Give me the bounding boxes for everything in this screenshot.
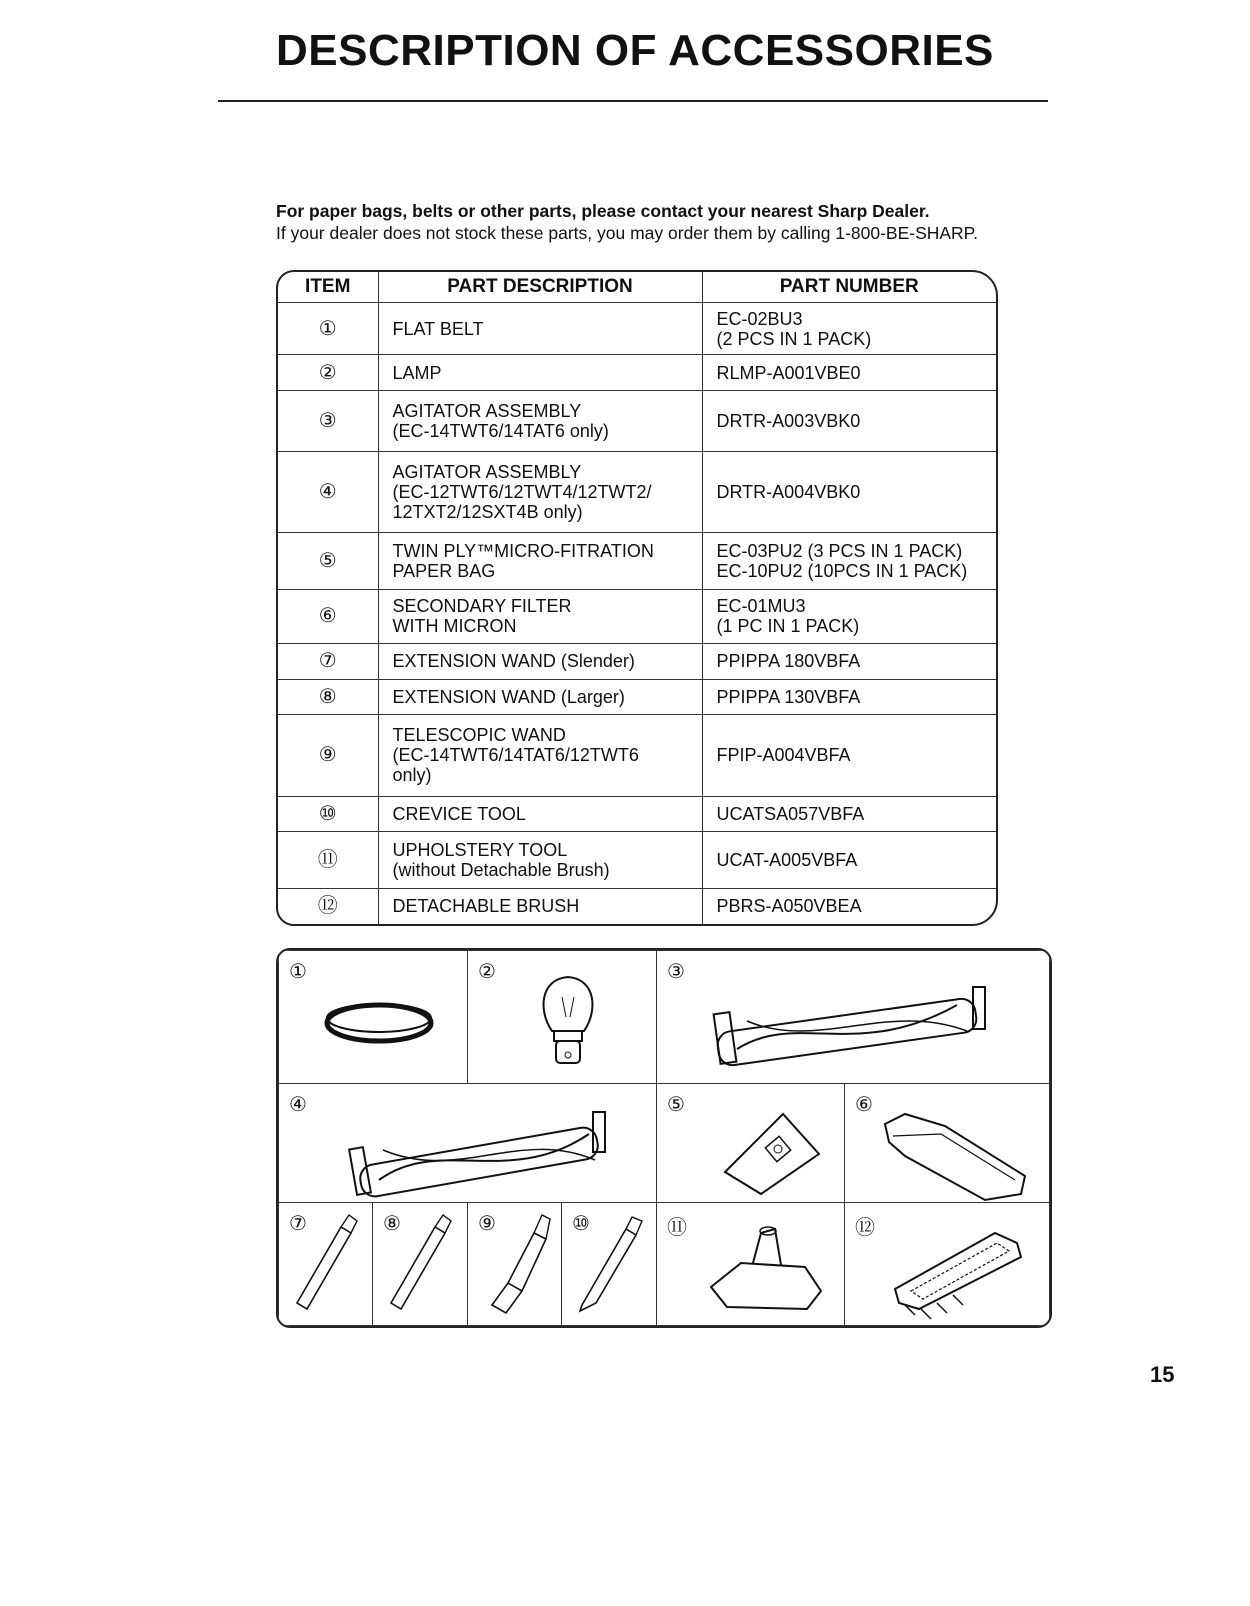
part-number-line: DRTR-A003VBK0 <box>716 410 861 431</box>
table-row <box>278 715 996 797</box>
part-description-line: CREVICE TOOL <box>392 804 526 825</box>
part-number-line: PBRS-A050VBEA <box>716 896 862 917</box>
part-number-line: (2 PCS IN 1 PACK) <box>716 328 872 349</box>
part-description-line: FLAT BELT <box>392 318 484 339</box>
part-number-line: EC-10PU2 (10PCS IN 1 PACK) <box>716 560 968 581</box>
paper-bag-icon <box>657 1084 846 1204</box>
part-number <box>702 451 996 533</box>
item-number: ④ <box>278 451 378 533</box>
illustration-number: ⑤ <box>667 1094 685 1116</box>
telescopic-wand-icon <box>468 1203 563 1327</box>
intro-bold-line: For paper bags, belts or other parts, please contact your nearest Sharp Dealer. <box>276 201 930 221</box>
part-description <box>378 796 702 832</box>
part-description <box>378 451 702 533</box>
lamp-bulb-icon <box>468 951 658 1085</box>
part-number <box>702 888 996 924</box>
table-row <box>278 303 996 355</box>
table-row <box>278 832 996 889</box>
part-description-line: DETACHABLE BRUSH <box>392 896 580 917</box>
part-number <box>702 832 996 889</box>
item-number: ⑫ <box>278 888 378 924</box>
part-description <box>378 355 702 391</box>
item-number: ③ <box>278 390 378 451</box>
table-row <box>278 679 996 715</box>
part-number-line: FPIP-A004VBFA <box>716 745 851 766</box>
item-number: ⑪ <box>278 832 378 889</box>
part-description <box>378 832 702 889</box>
part-description <box>378 679 702 715</box>
table-row <box>278 796 996 832</box>
page-title: DESCRIPTION OF ACCESSORIES <box>276 26 994 75</box>
table-row <box>278 589 996 643</box>
extension-wand-icon <box>279 1203 374 1327</box>
part-description-line: (EC-12TWT6/12TWT4/12TWT2/ <box>392 481 652 502</box>
crevice-tool-icon <box>562 1203 658 1327</box>
illustration-cell <box>656 1083 845 1203</box>
illustration-cell <box>656 1202 845 1326</box>
part-number-line: (1 PC IN 1 PACK) <box>716 616 860 637</box>
part-description-line: AGITATOR ASSEMBLY <box>392 400 582 421</box>
illustration-number: ② <box>478 961 496 983</box>
part-description-line: WITH MICRON <box>392 616 517 637</box>
item-number: ⑤ <box>278 533 378 590</box>
page-number: 15 <box>1150 1362 1175 1387</box>
accessory-illustrations <box>276 948 1052 1328</box>
part-number <box>702 644 996 680</box>
parts-table <box>276 270 998 926</box>
illustration-number: ④ <box>289 1094 307 1116</box>
illustration-number: ⑩ <box>572 1213 590 1235</box>
illustration-number: ⑥ <box>855 1094 873 1116</box>
item-number: ⑦ <box>278 644 378 680</box>
illustration-cell <box>656 950 1050 1084</box>
flat-belt-icon <box>279 951 469 1085</box>
agitator-assembly-icon <box>279 1084 658 1204</box>
part-number <box>702 303 996 355</box>
table-row <box>278 355 996 391</box>
illustration-cell <box>561 1202 657 1326</box>
part-description-line: TWIN PLY™MICRO-FITRATION <box>392 540 654 561</box>
extension-wand-icon <box>373 1203 469 1327</box>
table-row <box>278 533 996 590</box>
upholstery-tool-icon <box>657 1203 846 1327</box>
part-number-line: PPIPPA 180VBFA <box>716 651 861 672</box>
part-description-line: 12TXT2/12SXT4B only) <box>392 501 583 522</box>
illustration-cell <box>467 1202 562 1326</box>
table-row <box>278 390 996 451</box>
illustration-cell <box>278 1202 373 1326</box>
agitator-assembly-icon <box>657 951 1051 1085</box>
item-number: ⑧ <box>278 679 378 715</box>
intro-normal-line: If your dealer does not stock these parts, you may order them by calling 1-800-BE-SHARP. <box>276 223 978 243</box>
item-number: ⑩ <box>278 796 378 832</box>
illustration-number: ⑧ <box>383 1213 401 1235</box>
part-number <box>702 533 996 590</box>
part-number-line: EC-03PU2 (3 PCS IN 1 PACK) <box>716 540 963 561</box>
part-description <box>378 303 702 355</box>
illustration-number: ① <box>289 961 307 983</box>
part-number <box>702 679 996 715</box>
header-part-number: PART NUMBER <box>702 272 996 303</box>
part-description <box>378 888 702 924</box>
illustration-cell <box>467 950 657 1084</box>
part-description-line: EXTENSION WAND (Larger) <box>392 686 625 707</box>
part-description <box>378 644 702 680</box>
part-number <box>702 715 996 797</box>
part-description-line: (EC-14TWT6/14TAT6/12TWT6 <box>392 745 639 766</box>
item-number: ② <box>278 355 378 391</box>
secondary-filter-icon <box>845 1084 1051 1204</box>
illustration-cell <box>844 1202 1050 1326</box>
illustration-cell <box>844 1083 1050 1203</box>
part-number-line: DRTR-A004VBK0 <box>716 481 861 502</box>
part-number <box>702 390 996 451</box>
part-description-line: only) <box>392 765 432 786</box>
part-number-line: UCATSA057VBFA <box>716 804 865 825</box>
part-description-line: (EC-14TWT6/14TAT6 only) <box>392 420 609 441</box>
part-number <box>702 589 996 643</box>
illustration-number: ③ <box>667 961 685 983</box>
intro-text <box>276 200 978 244</box>
illustration-number: ⑪ <box>667 1217 687 1239</box>
table-row <box>278 451 996 533</box>
illustration-number: ⑫ <box>855 1217 875 1239</box>
header-description: PART DESCRIPTION <box>378 272 702 303</box>
part-description-line: TELESCOPIC WAND <box>392 725 566 746</box>
part-description <box>378 715 702 797</box>
item-number: ⑥ <box>278 589 378 643</box>
detachable-brush-icon <box>845 1203 1051 1327</box>
part-number-line: EC-02BU3 <box>716 308 803 329</box>
part-description <box>378 533 702 590</box>
part-number <box>702 796 996 832</box>
illustration-cell <box>372 1202 468 1326</box>
part-description <box>378 589 702 643</box>
part-number-line: PPIPPA 130VBFA <box>716 686 861 707</box>
illustration-number: ⑨ <box>478 1213 496 1235</box>
part-description-line: SECONDARY FILTER <box>392 596 572 617</box>
item-number: ⑨ <box>278 715 378 797</box>
part-description-line: LAMP <box>392 362 442 383</box>
table-header-row <box>278 272 996 303</box>
illustration-cell <box>278 1083 657 1203</box>
table-row <box>278 888 996 924</box>
part-number-line: EC-01MU3 <box>716 596 806 617</box>
item-number: ① <box>278 303 378 355</box>
part-description-line: UPHOLSTERY TOOL <box>392 840 568 861</box>
part-description-line: (without Detachable Brush) <box>392 860 610 881</box>
part-description-line: EXTENSION WAND (Slender) <box>392 651 635 672</box>
part-description-line: AGITATOR ASSEMBLY <box>392 461 582 482</box>
part-number <box>702 355 996 391</box>
part-description <box>378 390 702 451</box>
table-row <box>278 644 996 680</box>
header-item: ITEM <box>278 272 378 303</box>
illustration-cell <box>278 950 468 1084</box>
title-divider <box>218 100 1048 102</box>
part-number-line: UCAT-A005VBFA <box>716 850 858 871</box>
illustration-number: ⑦ <box>289 1213 307 1235</box>
part-number-line: RLMP-A001VBE0 <box>716 362 861 383</box>
part-description-line: PAPER BAG <box>392 560 496 581</box>
